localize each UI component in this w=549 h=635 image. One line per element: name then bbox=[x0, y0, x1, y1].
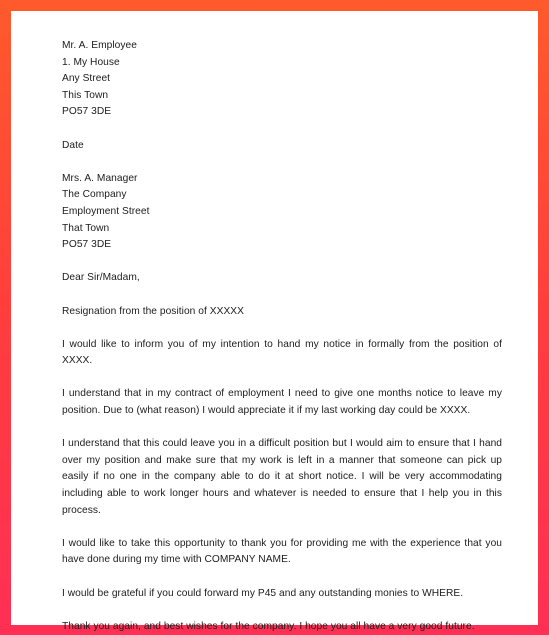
recipient-postcode: PO57 3DE bbox=[62, 239, 112, 251]
sender-name: Mr. A. Employee bbox=[62, 40, 137, 51]
closing-paragraph: Thank you again, and best wishes for the company. I hope you all have a very good future. bbox=[62, 620, 475, 632]
body-paragraph: I understand that in my contract of employment I need to give one months notice to leave my position. Due to (what reason) I would appreciate it if my last working day could be XXXX. bbox=[62, 388, 502, 417]
recipient-name: Mrs. A. Manager bbox=[62, 172, 138, 184]
letter-page bbox=[11, 11, 538, 632]
recipient-company: The Company bbox=[62, 189, 127, 201]
sender-address bbox=[62, 38, 502, 121]
sender-postcode: PO57 3DE bbox=[62, 106, 112, 118]
body-paragraph: I would be grateful if you could forward my P45 and any outstanding monies to WHERE. bbox=[62, 587, 464, 599]
subject-line: Resignation from the position of XXXXX bbox=[62, 305, 244, 317]
body-paragraph: I understand that this could leave you in a difficult position but I would aim to ensure that I hand over my position and make sure that my work is left in a manner that someone can pick up easily if no one in the company able to do it at short notice. I will be very accommodating including able to work longer hours and whatever is needed to ensure that I help you in this process. bbox=[62, 438, 502, 516]
sender-address-line: This Town bbox=[62, 89, 109, 101]
sender-address-line: 1. My House bbox=[62, 56, 120, 68]
sender-address-line: Any Street bbox=[62, 73, 111, 85]
resignation-letter bbox=[62, 38, 502, 635]
recipient-town: That Town bbox=[62, 222, 110, 234]
recipient-street: Employment Street bbox=[62, 205, 150, 217]
letter-date: Date bbox=[62, 139, 84, 151]
body-paragraph: I would like to inform you of my intention to hand my notice in formally from the position of XXXX. bbox=[62, 338, 502, 367]
recipient-address bbox=[62, 171, 502, 254]
body-paragraph: I would like to take this opportunity to thank you for providing me with the experience that you have done during my time with COMPANY NAME. bbox=[62, 537, 502, 566]
salutation: Dear Sir/Madam, bbox=[62, 272, 140, 284]
